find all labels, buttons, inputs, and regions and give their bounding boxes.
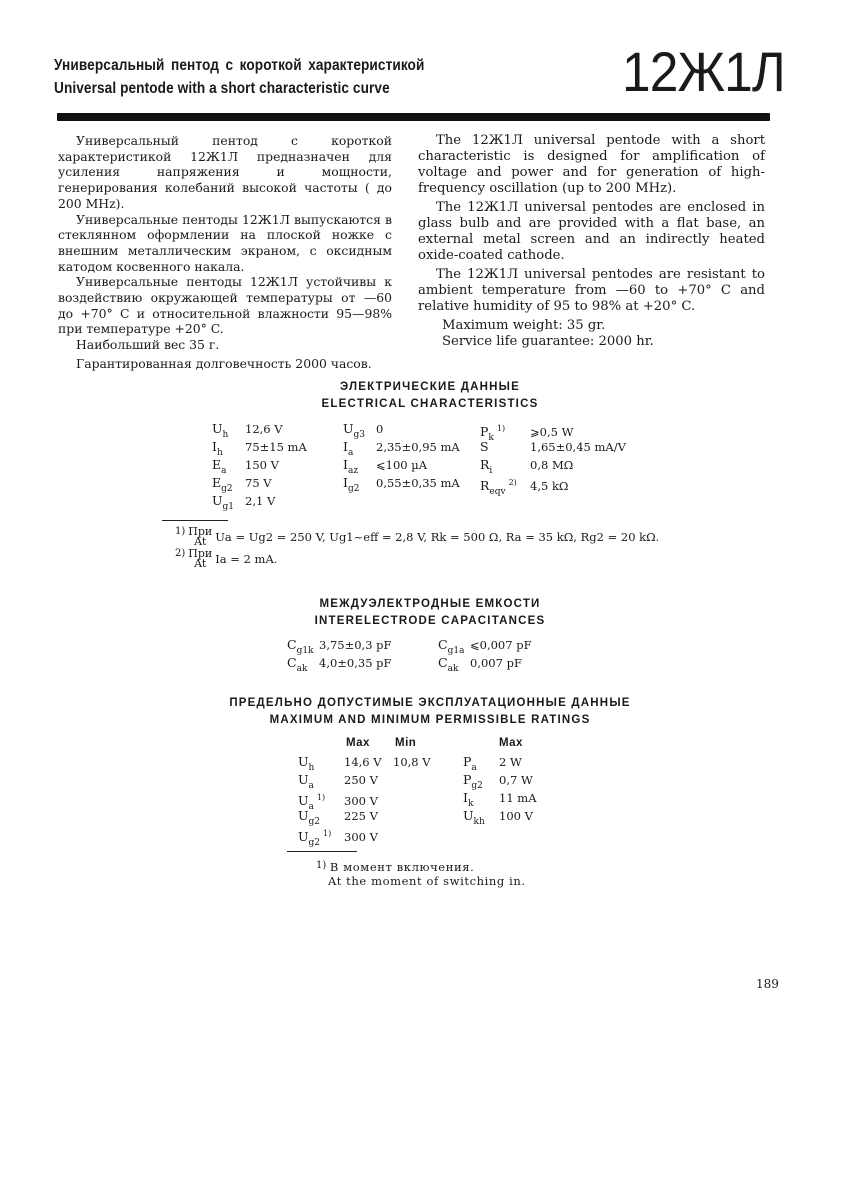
parameter-symbol	[298, 754, 315, 773]
parameter-symbol	[298, 829, 332, 849]
parameter-row	[480, 474, 626, 498]
intro-en-paragraph: The 12Ж1Л universal pentodes are resistant to ambient temperature from —60 to +70° C and relative humidity of 95 to 98% at +20° C.	[418, 267, 765, 314]
symbol-subscript: g2	[347, 484, 360, 494]
symbol-subscript: g1	[222, 502, 235, 512]
parameter-value: 1,65±0,45 mA/V	[530, 440, 626, 454]
parameter-value: ⩾0,5 W	[530, 425, 574, 440]
rating-row	[463, 771, 537, 789]
rating-max-value: 14,6 V	[344, 755, 382, 769]
symbol-letter: U	[298, 754, 309, 769]
parameter-symbol	[287, 637, 314, 656]
symbol-subscript: ak	[447, 664, 459, 674]
symbol-letter: C	[287, 655, 297, 670]
symbol-letter: U	[298, 772, 309, 787]
rating-max-value: 0,7 W	[499, 773, 533, 787]
parameter-value: 0	[376, 422, 384, 436]
symbol-letter: R	[480, 478, 490, 494]
symbol-subscript: h	[216, 448, 223, 458]
footnote-ru: В момент включения.	[329, 860, 475, 874]
ratings-footnote	[316, 859, 526, 888]
intro-english	[418, 133, 765, 350]
parameter-symbol	[212, 439, 223, 458]
rating-row	[298, 771, 431, 789]
footnote-row	[175, 526, 659, 548]
symbol-subscript: k	[488, 433, 494, 444]
intro-en-service-life: Service life guarantee: 2000 hr.	[442, 334, 654, 349]
symbol-subscript: a	[347, 448, 354, 458]
symbol-letter: U	[212, 493, 223, 508]
symbol-subscript: a	[471, 763, 477, 773]
intro-ru-service-life: Гарантированная долговечность 2000 часов.	[76, 355, 372, 371]
capacitances-heading	[230, 596, 630, 630]
footnote-text: Ua = Ug2 = 250 V, Ug1~eff = 2,8 V, Rk = 500 Ω, Ra = 35 kΩ, Rg2 = 20 kΩ.	[215, 530, 660, 544]
rating-row	[463, 807, 537, 825]
parameter-symbol	[343, 457, 359, 476]
footnote-text: Ia = 2 mA.	[215, 552, 278, 566]
ratings-left-table	[298, 753, 431, 849]
ratings-heading-en: MAXIMUM AND MINIMUM PERMISSIBLE RATINGS	[269, 714, 591, 726]
footnote-mark: 1)	[316, 860, 327, 871]
ratings-heading	[160, 695, 700, 729]
ratings-footnote-divider	[287, 851, 357, 852]
parameter-value: 2,35±0,95 mA	[376, 440, 460, 454]
footnote-language-stack	[188, 549, 212, 569]
page-number: 189	[756, 977, 779, 991]
footnote-ru-label: При	[188, 525, 213, 538]
rating-max-value: 2 W	[499, 755, 522, 769]
intro-ru-paragraph: Универсальные пентоды 12Ж1Л устойчивы к воздействию окружающей температуры от —60 до +70° C и относительной влажности 95—98% при температуре +20° C.	[58, 274, 392, 337]
parameter-symbol	[343, 421, 366, 440]
parameter-row	[212, 420, 307, 438]
parameter-value: 75±15 mA	[245, 440, 307, 454]
parameter-value: 3,75±0,3 pF	[319, 638, 392, 652]
parameter-symbol	[298, 793, 326, 813]
parameter-symbol	[463, 754, 477, 773]
symbol-subscript: a	[308, 802, 314, 813]
electrical-heading	[230, 379, 630, 413]
parameter-row	[480, 438, 626, 456]
symbol-subscript: k	[467, 799, 474, 809]
electrical-column-1	[212, 420, 307, 510]
parameter-value: 0,55±0,35 mA	[376, 476, 460, 490]
symbol-letter: U	[298, 793, 309, 809]
symbol-subscript: g2	[471, 781, 483, 791]
rating-max-value: 100 V	[499, 809, 533, 823]
symbol-letter: I	[212, 439, 217, 454]
capacitances-column-1	[287, 636, 392, 672]
rating-row	[298, 753, 431, 771]
symbol-letter: I	[463, 790, 468, 805]
parameter-value: ⩽0,007 pF	[470, 638, 532, 652]
symbol-letter: I	[343, 439, 348, 454]
parameter-row	[212, 438, 307, 456]
footnote-en: At the moment of switching in.	[328, 874, 526, 888]
symbol-letter: U	[298, 808, 309, 823]
footnote-en-label: At	[194, 557, 207, 570]
parameter-symbol	[480, 478, 517, 498]
parameter-row	[212, 492, 307, 510]
parameter-value: 0,8 MΩ	[530, 458, 574, 472]
parameter-value: 150 V	[245, 458, 279, 472]
parameter-row	[287, 636, 392, 654]
symbol-subscript: kh	[473, 817, 485, 827]
header-rule	[57, 113, 770, 121]
footnote-ru-label: При	[188, 547, 213, 560]
footnote-ref: 1)	[496, 424, 506, 433]
symbol-letter: U	[463, 808, 474, 823]
intro-en-weight: Maximum weight: 35 gr.	[442, 318, 606, 333]
symbol-subscript: h	[308, 763, 315, 773]
parameter-row	[480, 456, 626, 474]
parameter-symbol	[212, 475, 233, 494]
symbol-letter: S	[480, 439, 489, 454]
footnote-ref: 1)	[316, 793, 326, 802]
symbol-letter: E	[212, 475, 222, 490]
capacitances-column-2	[438, 636, 532, 672]
parameter-symbol	[343, 439, 354, 458]
parameter-row	[343, 474, 460, 492]
symbol-subscript: ak	[296, 664, 308, 674]
parameter-row	[438, 654, 532, 672]
parameter-value: 75 V	[245, 476, 272, 490]
symbol-subscript: a	[221, 466, 227, 476]
symbol-letter: U	[298, 829, 309, 845]
symbol-subscript: g1a	[447, 646, 465, 656]
title-english: Universal pentode with a short characteristic curve	[54, 80, 390, 97]
intro-russian	[58, 133, 392, 372]
parameter-symbol	[212, 421, 229, 440]
parameter-symbol	[438, 637, 465, 656]
parameter-row	[480, 420, 626, 444]
footnote-mark: 2)	[175, 548, 186, 559]
rating-max-value: 225 V	[344, 809, 378, 823]
ratings-header-max: Max	[346, 737, 370, 749]
electrical-column-3	[480, 420, 626, 498]
parameter-symbol	[480, 424, 506, 444]
rating-max-value: 250 V	[344, 773, 378, 787]
rating-max-value: 300 V	[344, 830, 378, 845]
symbol-subscript: g2	[308, 838, 321, 849]
intro-en-paragraph: The 12Ж1Л universal pentodes are enclosed in glass bulb and are provided with a flat base, an external metal screen and an indirectly heated oxide-coated cathode.	[418, 200, 765, 263]
parameter-row	[212, 456, 307, 474]
parameter-symbol	[343, 475, 360, 494]
symbol-subscript: az	[347, 466, 359, 476]
symbol-subscript: g2	[221, 484, 233, 494]
intro-ru-weight: Наибольший вес 35 г.	[76, 337, 220, 353]
parameter-symbol	[212, 493, 235, 512]
footnote-language-stack	[188, 527, 212, 547]
symbol-letter: I	[343, 457, 348, 472]
rating-row	[298, 789, 431, 813]
symbol-letter: C	[438, 637, 448, 652]
tube-code: 12Ж1Л	[622, 40, 785, 103]
symbol-letter: E	[212, 457, 222, 472]
title-russian: Универсальный пентод с короткой характеристикой	[54, 57, 425, 74]
symbol-subscript: h	[222, 430, 229, 440]
parameter-row	[212, 474, 307, 492]
footnote-row	[175, 548, 659, 570]
rating-row	[298, 825, 431, 849]
symbol-letter: P	[463, 772, 472, 787]
rating-max-value: 11 mA	[499, 791, 537, 805]
capacitances-heading-ru: МЕЖДУЭЛЕКТРОДНЫЕ ЕМКОСТИ	[319, 598, 541, 610]
symbol-subscript: g2	[308, 817, 321, 827]
parameter-symbol	[463, 808, 485, 827]
ratings-header-min: Min	[395, 737, 417, 749]
electrical-heading-ru: ЭЛЕКТРИЧЕСКИЕ ДАННЫЕ	[340, 381, 520, 393]
parameter-symbol	[463, 790, 474, 809]
capacitances-heading-en: INTERELECTRODE CAPACITANCES	[314, 615, 546, 627]
ratings-heading-ru: ПРЕДЕЛЬНО ДОПУСТИМЫЕ ЭКСПЛУАТАЦИОННЫЕ ДАННЫЕ	[229, 697, 631, 709]
parameter-symbol	[212, 457, 227, 476]
electrical-footnotes	[175, 526, 659, 570]
parameter-value: 0,007 pF	[470, 656, 522, 670]
symbol-subscript: g3	[353, 430, 366, 440]
rating-min-value: 10,8 V	[393, 755, 431, 769]
parameter-symbol	[298, 808, 321, 827]
intro-en-paragraph: The 12Ж1Л universal pentode with a short characteristic is designed for amplification of voltage and power and for generation of high-frequency oscillation (up to 200 MHz).	[418, 133, 765, 196]
parameter-value: 2,1 V	[245, 494, 276, 508]
parameter-symbol	[298, 772, 314, 791]
rating-row	[463, 753, 537, 771]
symbol-letter: U	[212, 421, 223, 436]
intro-ru-paragraph: Универсальные пентоды 12Ж1Л выпускаются в стеклянном оформлении на плоской ножке с внешним металлическим экраном, с оксидным катодом косвенного накала.	[58, 211, 392, 274]
symbol-subscript: eqv	[489, 487, 506, 498]
ratings-header-max-right: Max	[499, 737, 523, 749]
parameter-row	[343, 420, 460, 438]
parameter-row	[343, 438, 460, 456]
electrical-column-2	[343, 420, 460, 492]
rating-max-value: 300 V	[344, 794, 378, 809]
parameter-symbol	[463, 772, 483, 791]
symbol-letter: P	[480, 424, 489, 440]
footnote-ref: 1)	[323, 829, 332, 838]
footnote-ref: 2)	[508, 478, 517, 487]
symbol-letter: C	[287, 637, 297, 652]
intro-ru-paragraph: Универсальный пентод с короткой характеристикой 12Ж1Л предназначен для усиления напряжения и мощности, генерирования колебаний высокой частоты ( до 200 MHz).	[58, 133, 392, 211]
symbol-subscript: g1k	[296, 646, 314, 656]
footnote-divider	[162, 520, 228, 521]
parameter-value: 4,0±0,35 pF	[319, 656, 392, 670]
parameter-symbol	[480, 457, 493, 476]
parameter-symbol	[287, 655, 308, 674]
symbol-letter: I	[343, 475, 348, 490]
parameter-value: 4,5 kΩ	[530, 479, 569, 494]
ratings-right-table	[463, 753, 537, 825]
symbol-letter: C	[438, 655, 448, 670]
symbol-letter: P	[463, 754, 472, 769]
footnote-mark: 1)	[175, 526, 186, 537]
symbol-subscript: a	[308, 781, 314, 791]
parameter-value: 12,6 V	[245, 422, 283, 436]
symbol-subscript: i	[489, 466, 493, 476]
symbol-letter: U	[343, 421, 354, 436]
electrical-heading-en: ELECTRICAL CHARACTERISTICS	[321, 398, 539, 410]
symbol-letter: R	[480, 457, 490, 472]
parameter-row	[287, 654, 392, 672]
rating-row	[298, 807, 431, 825]
rating-row	[463, 789, 537, 807]
parameter-row	[343, 456, 460, 474]
parameter-symbol	[480, 439, 489, 454]
parameter-row	[438, 636, 532, 654]
parameter-value: ⩽100 µA	[376, 458, 428, 472]
parameter-symbol	[438, 655, 459, 674]
footnote-en-label: At	[194, 535, 207, 548]
